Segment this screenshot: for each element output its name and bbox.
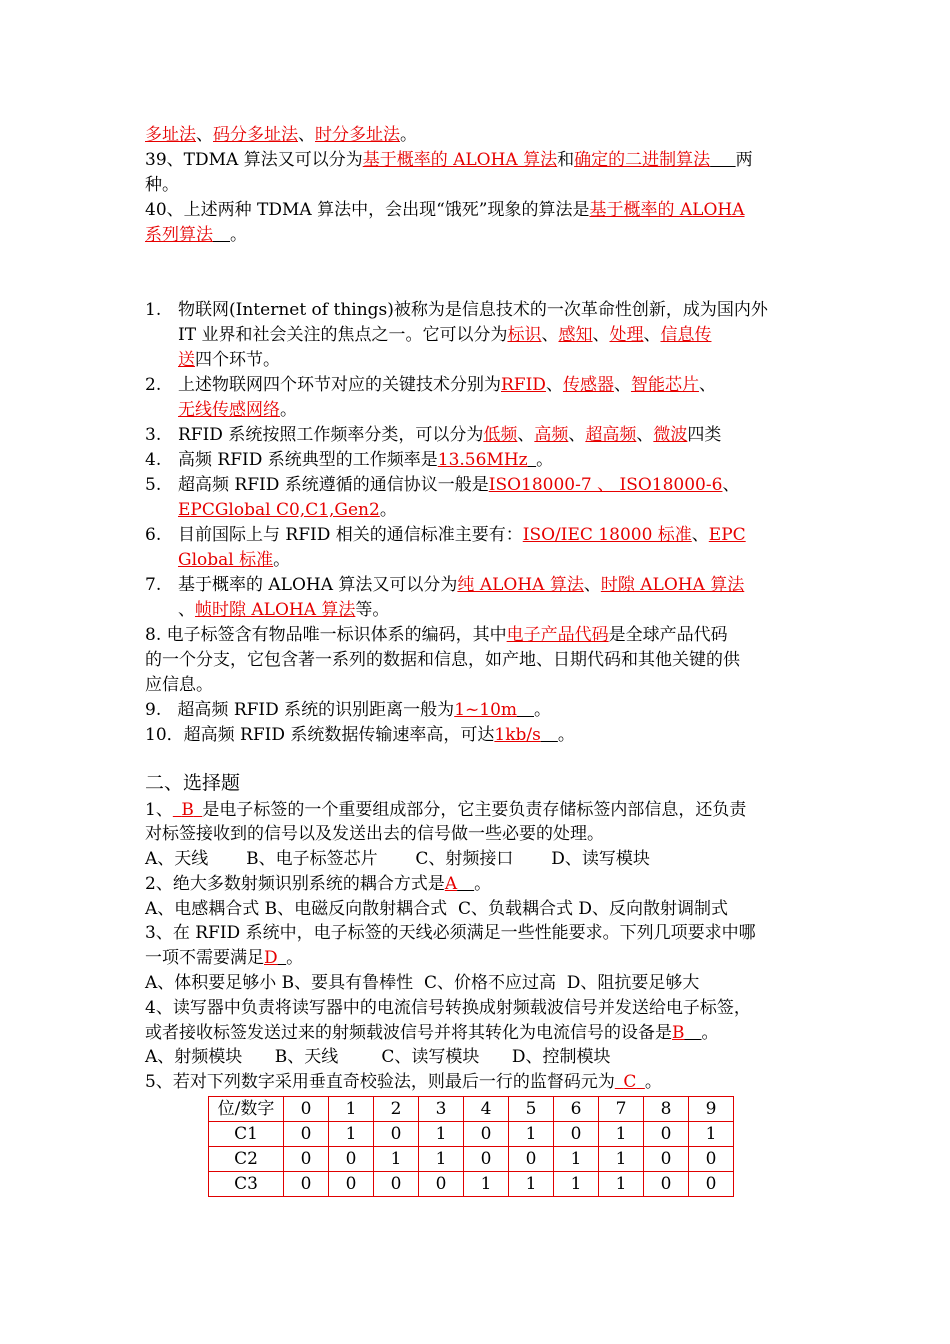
blank-line (685, 1023, 702, 1043)
text: 1、 (145, 800, 173, 820)
answer: 高频 (534, 425, 569, 445)
answer: 时隙 ALOHA 算法 (600, 575, 745, 595)
table-header-cell: 7 (599, 1097, 644, 1122)
answer (173, 800, 203, 820)
q8-line-2: 的一个分支，它包含著一系列的数据和信息，如产地、日期代码和其他关键的供 (145, 650, 740, 670)
q40-line-1 (145, 198, 817, 223)
list-item-7-line-2 (178, 598, 818, 623)
blank-line (528, 450, 537, 470)
choice-4-line-1: 4、读写器中负责将读写器中的电流信号转换成射频载波信号并发送给电子标签， (145, 998, 751, 1018)
table-header-cell: 位/数字 (209, 1097, 284, 1122)
text: 、 (643, 325, 661, 345)
q8-line-3: 应信息。 (145, 675, 213, 695)
section-title: 二、选择题 (145, 772, 241, 794)
text: 。 (534, 700, 551, 720)
choice-2-options: A、电感耦合式 B、电磁反向散射耦合式 C、负载耦合式 D、反向散射调制式 (145, 899, 729, 919)
choice-2-line-1 (145, 872, 817, 897)
list-number: 1. (145, 300, 162, 320)
table-cell: 0 (329, 1172, 374, 1197)
table-cell: C2 (209, 1147, 284, 1172)
text: 是全球产品代码 (608, 625, 728, 645)
answer: 1~10m (454, 700, 517, 720)
table-cell: 0 (284, 1122, 329, 1147)
text: 。 (280, 400, 297, 420)
text: 。 (644, 1072, 662, 1092)
text: 、 (298, 125, 315, 145)
parity-table-body (209, 1097, 734, 1197)
table-row (209, 1122, 734, 1147)
text: 、 (691, 525, 709, 545)
q40-line-2 (145, 223, 817, 248)
answer: ISO/IEC 18000 标准 (522, 525, 692, 545)
text: 、 (568, 425, 586, 445)
answer: 传感器 (562, 375, 614, 395)
text: 、 (722, 475, 740, 495)
text: 或者接收标签发送过来的射频载波信号并将其转化为电流信号的设备是 (145, 1023, 672, 1043)
table-cell: 1 (509, 1172, 554, 1197)
text: 和 (557, 150, 575, 170)
answer: 时分多址法 (315, 125, 400, 145)
text: 、 (592, 325, 610, 345)
q39-line-1 (145, 148, 817, 173)
table-header-cell: 6 (554, 1097, 599, 1122)
text: 、 (196, 125, 213, 145)
list-item-1-line-3 (178, 348, 818, 373)
table-cell: 1 (554, 1172, 599, 1197)
text: 超高频 RFID 系统遵循的通信协议一般是 (178, 475, 489, 495)
answer: 处理 (609, 325, 644, 345)
answer: A (444, 874, 458, 894)
list-number: 3. (145, 425, 162, 445)
answer-value: C (623, 1072, 637, 1092)
choice-1-line-2: 对标签接收到的信号以及发送出去的信号做一些必要的处理。 (145, 824, 604, 844)
list-item-3 (178, 423, 818, 448)
table-header-row (209, 1097, 734, 1122)
answer: 帧时隙 ALOHA 算法 (195, 600, 356, 620)
text: RFID 系统按照工作频率分类，可以分为 (178, 425, 484, 445)
table-cell: 0 (689, 1147, 734, 1172)
table-cell: 0 (644, 1147, 689, 1172)
text: 10．超高频 RFID 系统数据传输速率高，可达 (145, 725, 495, 745)
answer: 纯 ALOHA 算法 (457, 575, 584, 595)
list-item-1-line-1: 物联网(Internet of things)被称为是信息技术的一次革命性创新，成为国内外 (178, 300, 768, 320)
text: 、 (517, 425, 535, 445)
choice-1-line-1 (145, 798, 817, 823)
text: 两 (735, 150, 753, 170)
table-cell: 0 (644, 1172, 689, 1197)
blank-line (541, 725, 558, 745)
answer: 多址法 (145, 125, 196, 145)
list-number: 6. (145, 525, 162, 545)
table-header-cell: 1 (329, 1097, 374, 1122)
answer: B (672, 1023, 685, 1043)
answer: 超高频 (585, 425, 637, 445)
table-row (209, 1147, 734, 1172)
text: 上述物联网四个环节对应的关键技术分别为 (178, 375, 501, 395)
list-item-5-line-1 (178, 473, 818, 498)
table-cell: 0 (419, 1172, 464, 1197)
answer: 基于概率的 ALOHA 算法 (362, 150, 558, 170)
table-row (209, 1172, 734, 1197)
table-header-cell: 3 (419, 1097, 464, 1122)
answer: 智能芯片 (630, 375, 699, 395)
table-cell: 0 (374, 1172, 419, 1197)
answer: 无线传感网络 (178, 400, 280, 420)
text: 。 (400, 125, 417, 145)
answer: 微波 (653, 425, 688, 445)
answer: 确定的二进制算法 (574, 150, 711, 170)
text: 。 (273, 550, 291, 570)
choice-3-line-2 (145, 946, 817, 971)
list-number: 4. (145, 450, 162, 470)
answer: RFID (501, 375, 546, 395)
text: 。 (379, 500, 397, 520)
list-item-6-line-1 (178, 523, 818, 548)
table-header-cell: 0 (284, 1097, 329, 1122)
choice-3-line-1: 3、在 RFID 系统中，电子标签的天线必须满足一些性能要求。下列几项要求中哪 (145, 923, 756, 943)
text: 、 (541, 325, 559, 345)
table-cell: 0 (284, 1172, 329, 1197)
text: 四个环节。 (195, 350, 280, 370)
text: 。 (557, 725, 575, 745)
text: 40、上述两种 TDMA 算法中，会出现“饿死”现象的算法是 (145, 200, 590, 220)
text: 、 (636, 425, 654, 445)
table-cell: 1 (509, 1122, 554, 1147)
text: 39、TDMA 算法又可以分为 (145, 150, 363, 170)
choice-1-options: A、天线 B、电子标签芯片 C、射频接口 D、读写模块 (145, 849, 650, 869)
top-line-1 (145, 123, 817, 148)
answer: EPCGlobal C0,C1,Gen2 (178, 500, 380, 520)
answer: 1kb/s (494, 725, 541, 745)
text: 5、若对下列数字采用垂直奇校验法，则最后一行的监督码元为 (145, 1072, 615, 1092)
table-cell: 0 (329, 1147, 374, 1172)
parity-table (208, 1096, 734, 1197)
answer: D (264, 948, 278, 968)
list-number: 7. (145, 575, 162, 595)
table-cell: 0 (689, 1172, 734, 1197)
table-cell: C1 (209, 1122, 284, 1147)
text: 等。 (355, 600, 390, 620)
table-cell: 1 (554, 1147, 599, 1172)
table-cell: 0 (509, 1147, 554, 1172)
table-cell: 0 (284, 1147, 329, 1172)
table-cell: C3 (209, 1172, 284, 1197)
q9-line (145, 698, 817, 723)
text: 、 (583, 575, 601, 595)
text: 是电子标签的一个重要组成部分，它主要负责存储标签内部信息，还负责 (202, 800, 747, 820)
table-cell: 0 (644, 1122, 689, 1147)
answer: 信息传 (660, 325, 712, 345)
table-header-cell: 8 (644, 1097, 689, 1122)
choice-3-options: A、体积要足够小 B、要具有鲁棒性 C、价格不应过高 D、阻抗要足够大 (145, 973, 700, 993)
q10-line (145, 723, 817, 748)
blank-line (278, 948, 287, 968)
list-item-6-line-2 (178, 548, 818, 573)
answer: EPC (708, 525, 746, 545)
table-cell: 0 (374, 1122, 419, 1147)
answer (615, 1072, 645, 1092)
answer: ISO18000-7 、 ISO18000-6 (488, 475, 723, 495)
list-item-5-line-2 (178, 498, 818, 523)
table-cell: 0 (554, 1122, 599, 1147)
text: 。 (536, 450, 554, 470)
text: 。 (286, 948, 304, 968)
answer: 系列算法 (145, 225, 213, 245)
text: 8. 电子标签含有物品唯一标识体系的编码，其中 (145, 625, 507, 645)
table-cell: 1 (599, 1172, 644, 1197)
list-item-2-line-2 (178, 398, 818, 423)
list-number: 5. (145, 475, 162, 495)
table-cell: 0 (464, 1147, 509, 1172)
answer-value: B (181, 800, 194, 820)
list-item-4 (178, 448, 818, 473)
text: 高频 RFID 系统典型的工作频率是 (178, 450, 438, 470)
text: 。 (474, 874, 492, 894)
q39-line-2 (145, 173, 817, 198)
table-cell: 1 (689, 1122, 734, 1147)
table-cell: 0 (464, 1122, 509, 1147)
list-item-2-line-1 (178, 373, 818, 398)
text: 目前国际上与 RFID 相关的通信标准主要有： (178, 525, 523, 545)
choice-4-line-2 (145, 1021, 817, 1046)
table-cell: 1 (599, 1122, 644, 1147)
q8-line-1 (145, 623, 817, 648)
text: 、 (698, 375, 716, 395)
answer: Global 标准 (178, 550, 274, 570)
blank-line (457, 874, 474, 894)
answer: 13.56MHz (437, 450, 528, 470)
text: 、 (613, 375, 631, 395)
answer: 码分多址法 (213, 125, 298, 145)
text: 种。 (145, 175, 179, 195)
table-cell: 1 (419, 1147, 464, 1172)
table-header-cell: 5 (509, 1097, 554, 1122)
list-item-1-line-2 (178, 323, 818, 348)
answer: 基于概率的 ALOHA (589, 200, 745, 220)
text: 2、绝大多数射频识别系统的耦合方式是 (145, 874, 445, 894)
table-cell: 1 (419, 1122, 464, 1147)
answer: 标识 (507, 325, 542, 345)
text: 。 (230, 225, 247, 245)
blank-line (517, 700, 534, 720)
table-header-cell: 4 (464, 1097, 509, 1122)
blank-line (710, 150, 736, 170)
table-cell: 1 (329, 1122, 374, 1147)
table-header-cell: 9 (689, 1097, 734, 1122)
text: 四类 (687, 425, 722, 445)
choice-4-options: A、射频模块 B、天线 C、读写模块 D、控制模块 (145, 1047, 611, 1067)
answer: 送 (178, 350, 195, 370)
text: IT 业界和社会关注的焦点之一。它可以分为 (178, 325, 508, 345)
answer: 电子产品代码 (506, 625, 609, 645)
blank-line (213, 225, 230, 245)
answer: 低频 (483, 425, 518, 445)
text: 。 (701, 1023, 719, 1043)
choice-5-line-1 (145, 1070, 817, 1095)
text: 一项不需要满足 (145, 948, 264, 968)
table-cell: 1 (374, 1147, 419, 1172)
text: 基于概率的 ALOHA 算法又可以分为 (178, 575, 458, 595)
text: 、 (545, 375, 563, 395)
text: 、 (178, 600, 195, 620)
list-number: 2. (145, 375, 162, 395)
text: 9. 超高频 RFID 系统的识别距离一般为 (145, 700, 455, 720)
list-item-7-line-1 (178, 573, 818, 598)
table-cell: 1 (464, 1172, 509, 1197)
answer: 感知 (558, 325, 593, 345)
table-header-cell: 2 (374, 1097, 419, 1122)
table-cell: 1 (599, 1147, 644, 1172)
